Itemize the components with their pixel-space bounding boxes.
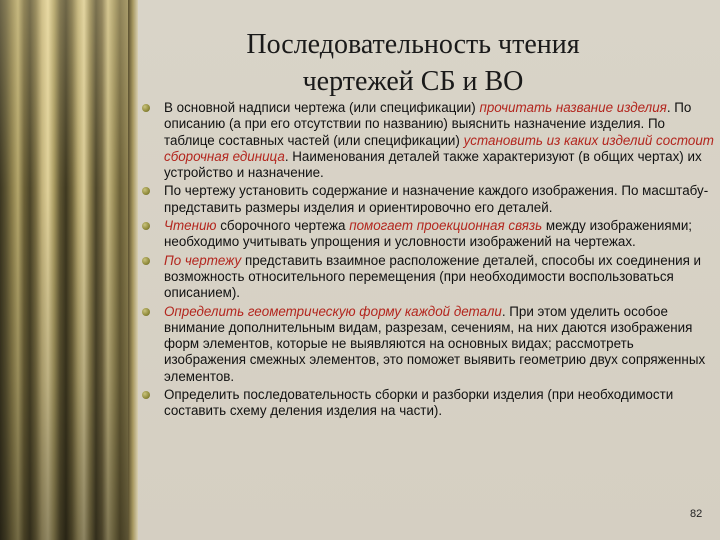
item-text: представить взаимное расположение деталей, способы их соединения и возможность относительного перемещения (при необходимости воспользоваться описанием). (164, 252, 702, 301)
bullet-list (140, 100, 715, 422)
item-text: В основной надписи чертежа (или спецификации) (164, 100, 480, 115)
list-item (140, 218, 715, 251)
item-text: сборочного чертежа (216, 218, 350, 234)
bullet-icon (142, 222, 150, 230)
item-highlight: Определить геометрическую форму каждой детали (164, 303, 502, 319)
sidebar-edge (128, 0, 138, 540)
item-text: . При этом уделить особое внимание дополнительным видам, разрезам, сечениям, на них даются изображения форм элементов, которые не выявляются на основных видах; рассмотреть изображения смежных элементов, это поможет выявить геометрию двух сопряженных элементов. (164, 303, 706, 384)
list-item (140, 387, 715, 420)
bullet-icon (142, 257, 150, 265)
list-item (140, 304, 715, 385)
bullet-icon (142, 308, 150, 316)
title-line-2: чертежей СБ и ВО (302, 66, 524, 97)
title-line-1: Последовательность чтения (246, 29, 580, 60)
sidebar-shading (0, 0, 128, 540)
item-highlight: прочитать название изделия (479, 100, 667, 115)
bullet-icon (142, 187, 150, 195)
item-highlight: По чертежу (164, 252, 242, 268)
item-text: Определить последовательность сборки и разборки изделия (при необходимости составить схему деления изделия на части). (164, 387, 674, 419)
item-text: между изображениями; необходимо учитывать упрощения и условности изображений на чертежах. (164, 218, 693, 250)
item-text: . По описанию (а при его отсутствии по названию) выяснить назначение изделия. По таблице составных частей (или спецификации) (164, 100, 692, 148)
page-number: 82 (690, 508, 703, 520)
bullet-icon (142, 391, 150, 399)
list-item (140, 100, 715, 181)
list-item (140, 183, 715, 216)
item-text: . Наименования деталей также характеризуют (в общих чертах) их устройство и назначение. (164, 148, 702, 181)
item-highlight: установить из каких изделий состоит сборочная единица (164, 132, 714, 164)
bullet-icon (142, 104, 150, 112)
item-highlight: помогает проекционная связь (349, 218, 543, 234)
page-title (138, 26, 688, 100)
item-highlight: Чтению (164, 218, 217, 234)
list-item (140, 253, 715, 302)
item-text: По чертежу установить содержание и назначение каждого изображения. По масштабу- представить размеры изделия и ориентировочно его деталей. (164, 183, 709, 215)
